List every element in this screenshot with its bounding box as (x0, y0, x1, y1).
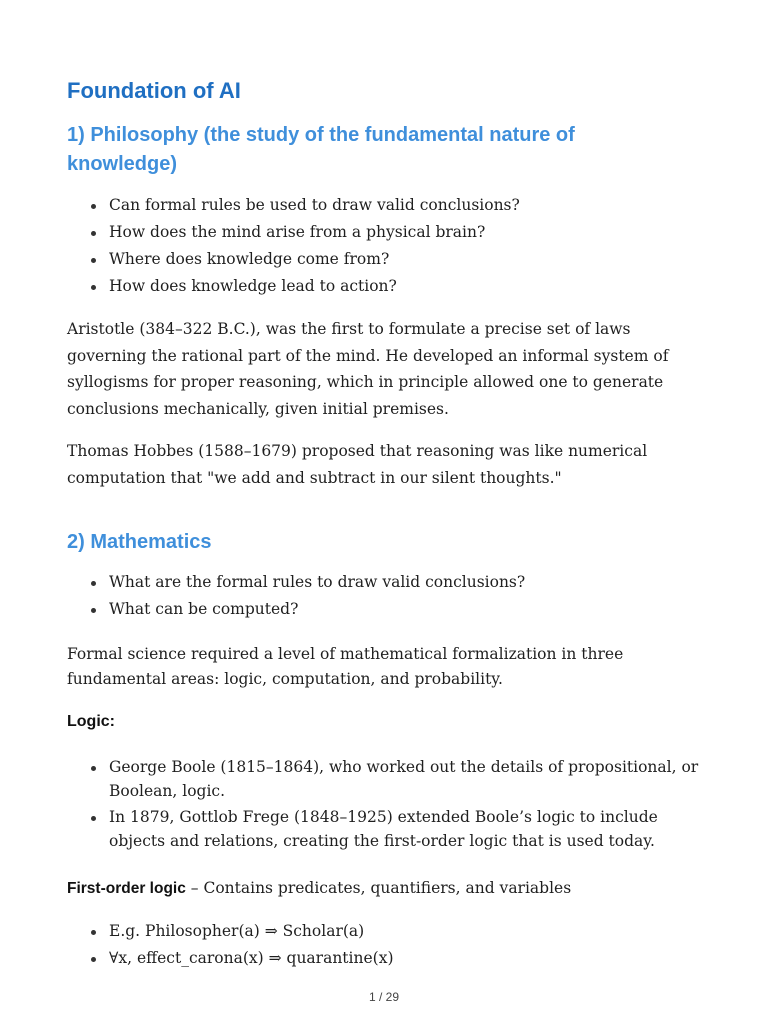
list-item: How does knowledge lead to action? (67, 274, 707, 299)
bullet-icon (91, 231, 96, 236)
list-item: In 1879, Gottlob Frege (1848–1925) extended Boole’s logic to include objects and relations, creating the first-order logic that is used today. (67, 805, 707, 853)
bullet-icon (91, 816, 96, 821)
bullet-icon (91, 285, 96, 290)
section-heading-philosophy: 1) Philosophy (the study of the fundamental nature of knowledge) (67, 124, 575, 175)
formal-science-paragraph: Formal science required a level of mathematical formalization in three fundamental areas: logic, computation, and probability. (67, 645, 624, 688)
list-item: What can be computed? (67, 597, 707, 622)
philosophy-questions-list (67, 193, 707, 301)
section-heading-mathematics: 2) Mathematics (67, 531, 212, 553)
list-item: E.g. Philosopher(a) ⇒ Scholar(a) (67, 919, 707, 944)
bullet-icon (91, 930, 96, 935)
list-item: ∀x, effect_carona(x) ⇒ quarantine(x) (67, 946, 707, 971)
list-item: Where does knowledge come from? (67, 247, 707, 272)
hobbes-paragraph: Thomas Hobbes (1588–1679) proposed that reasoning was like numerical computation that "we add and subtract in our silent thoughts." (67, 442, 648, 487)
list-item: What are the formal rules to draw valid conclusions? (67, 570, 707, 595)
logic-heading: Logic: (67, 713, 115, 730)
bullet-icon (91, 581, 96, 586)
bullet-icon (91, 957, 96, 962)
aristotle-paragraph: Aristotle (384–322 B.C.), was the first to formulate a precise set of laws governing the rational part of the mind. He developed an informal system of syllogisms for proper reasoning, which in principle allowed one to generate conclusions mechanically, given initial premises. (67, 320, 669, 418)
list-item: George Boole (1815–1864), who worked out the details of propositional, or Boolean, logic. (67, 755, 707, 803)
bullet-icon (91, 258, 96, 263)
page-indicator: 1 / 29 (368, 990, 400, 1004)
mathematics-questions-list (67, 570, 707, 624)
bullet-icon (91, 204, 96, 209)
first-order-examples-list (67, 919, 707, 973)
document-title: Foundation of AI (67, 78, 241, 103)
logic-list (67, 755, 707, 855)
first-order-logic-label: First-order logic (67, 880, 186, 897)
bullet-icon (91, 766, 96, 771)
first-order-logic-text: – Contains predicates, quantifiers, and variables (185, 879, 572, 897)
first-order-logic-line (67, 875, 703, 903)
list-item: How does the mind arise from a physical brain? (67, 220, 707, 245)
bullet-icon (91, 608, 96, 613)
list-item: Can formal rules be used to draw valid conclusions? (67, 193, 707, 218)
